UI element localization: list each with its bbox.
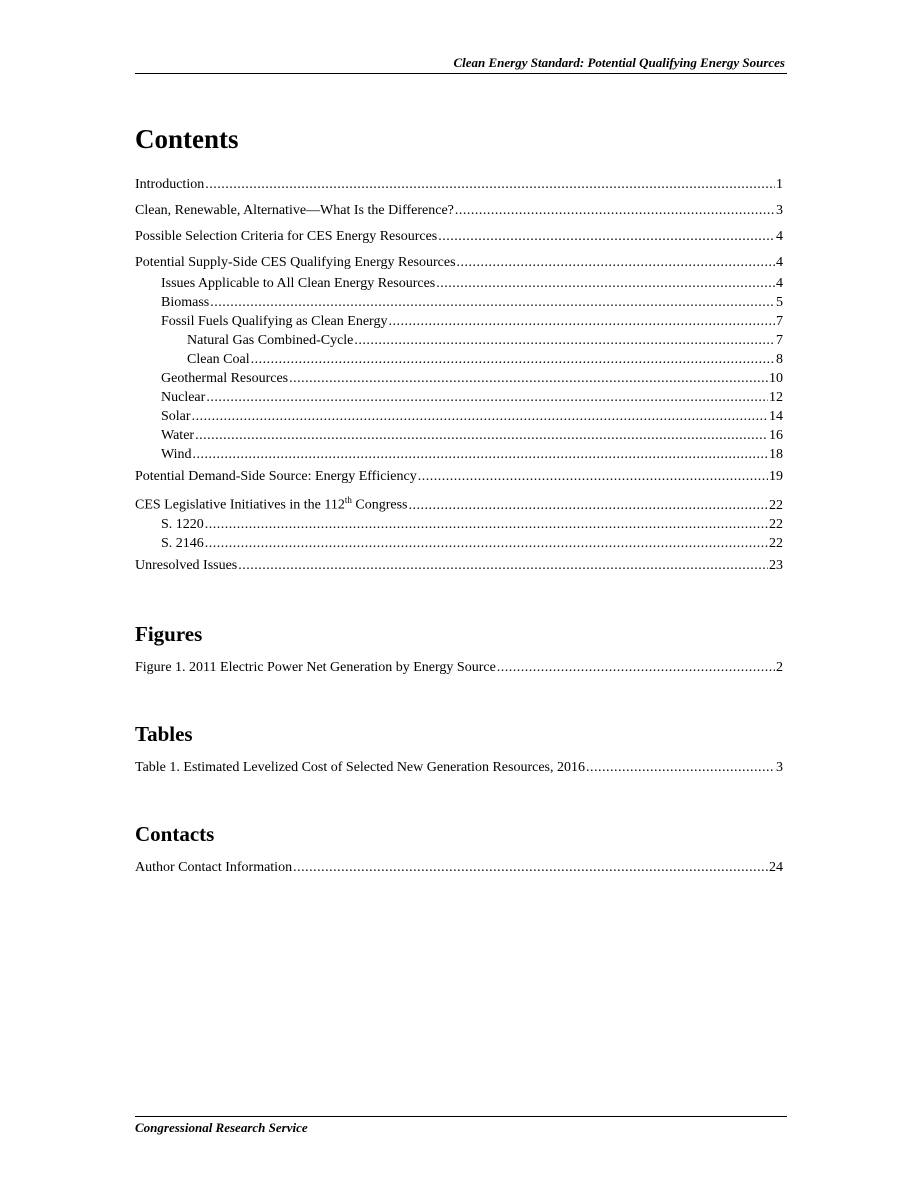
header-rule bbox=[135, 73, 787, 74]
toc-entry-table-1[interactable]: Table 1. Estimated Levelized Cost of Selected New Generation Resources, 2016 ..... 3 bbox=[135, 760, 783, 778]
toc-entry-legislative[interactable]: CES Legislative Initiatives in the 112th Congress ..... 22 bbox=[135, 495, 783, 513]
toc-entry-biomass[interactable]: Biomass ..... 5 bbox=[135, 295, 783, 313]
contacts-heading: Contacts bbox=[135, 822, 215, 846]
toc-entry-issues[interactable]: Issues Applicable to All Clean Energy Resources ..... 4 bbox=[135, 276, 783, 294]
toc-entry-wind[interactable]: Wind ..... 18 bbox=[135, 447, 783, 465]
toc-entry-fossil-fuels[interactable]: Fossil Fuels Qualifying as Clean Energy ..... 7 bbox=[135, 314, 783, 332]
toc-entry-demand-side[interactable]: Potential Demand-Side Source: Energy Efficiency ..... 19 bbox=[135, 469, 783, 487]
footer-rule bbox=[135, 1116, 787, 1117]
tables-heading: Tables bbox=[135, 722, 193, 746]
toc-entry-solar[interactable]: Solar ..... 14 bbox=[135, 409, 783, 427]
toc-entry-clean-coal[interactable]: Clean Coal ..... 8 bbox=[135, 352, 783, 370]
figures-heading: Figures bbox=[135, 622, 203, 646]
toc-entry-water[interactable]: Water ..... 16 bbox=[135, 428, 783, 446]
toc-entry-s1220[interactable]: S. 1220 ..... 22 bbox=[135, 517, 783, 535]
contents-heading: Contents bbox=[135, 124, 239, 154]
toc-entry-difference[interactable]: Clean, Renewable, Alternative—What Is the Difference? ..... 3 bbox=[135, 203, 783, 221]
toc-entry-supply-side[interactable]: Potential Supply-Side CES Qualifying Energy Resources ..... 4 bbox=[135, 255, 783, 273]
toc-entry-selection-criteria[interactable]: Possible Selection Criteria for CES Energy Resources ..... 4 bbox=[135, 229, 783, 247]
running-footer: Congressional Research Service bbox=[135, 1120, 308, 1135]
toc-entry-nuclear[interactable]: Nuclear ..... 12 bbox=[135, 390, 783, 408]
toc-entry-figure-1[interactable]: Figure 1. 2011 Electric Power Net Generation by Energy Source ..... 2 bbox=[135, 660, 783, 678]
toc-entry-natural-gas[interactable]: Natural Gas Combined-Cycle ..... 7 bbox=[135, 333, 783, 351]
toc-entry-geothermal[interactable]: Geothermal Resources ..... 10 bbox=[135, 371, 783, 389]
toc-entry-s2146[interactable]: S. 2146 ..... 22 bbox=[135, 536, 783, 554]
toc-entry-introduction[interactable]: Introduction ..... 1 bbox=[135, 177, 783, 195]
running-header: Clean Energy Standard: Potential Qualifying Energy Sources bbox=[453, 55, 785, 70]
toc-entry-author-contact[interactable]: Author Contact Information ..... 24 bbox=[135, 860, 783, 878]
toc-entry-unresolved[interactable]: Unresolved Issues ..... 23 bbox=[135, 558, 783, 576]
